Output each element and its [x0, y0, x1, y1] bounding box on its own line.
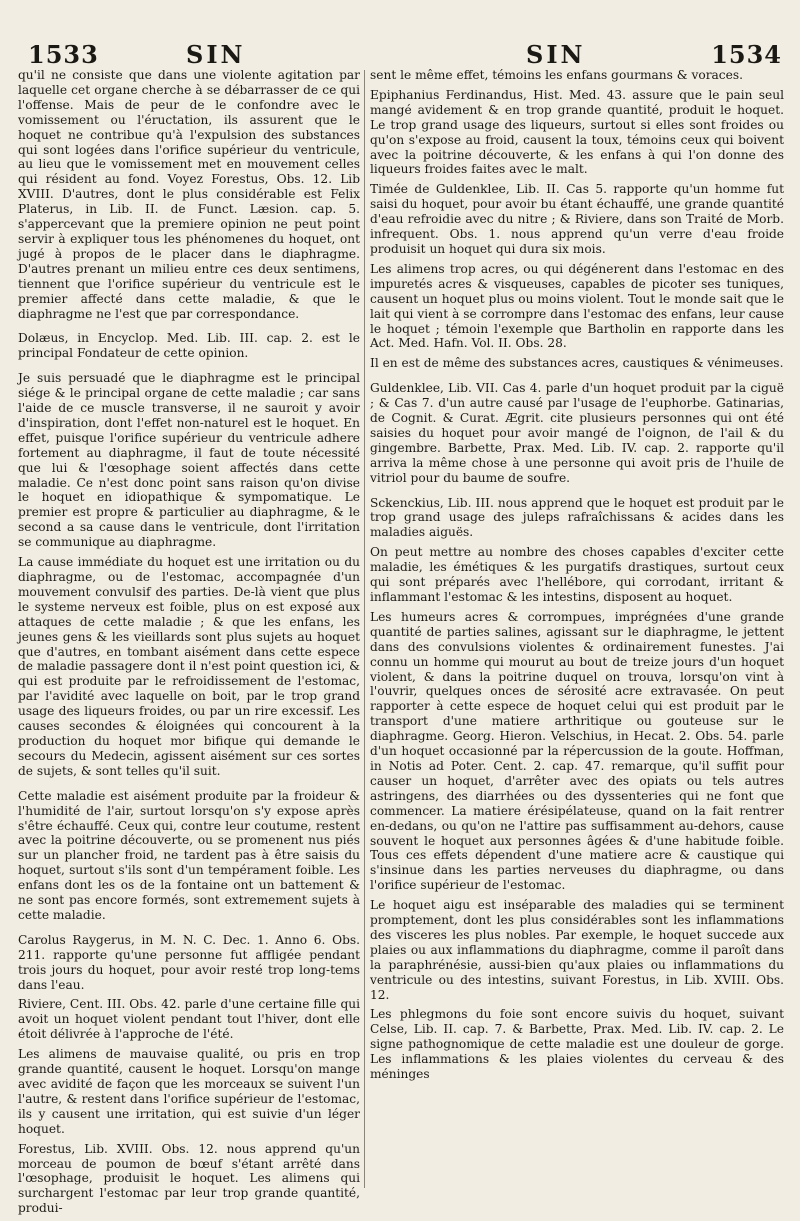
paragraph: La cause immédiate du hoquet est une irritation ou du diaphragme, ou de l'estomac, accompagnée d'un mouvement convulsif des parties. De-là vient que plus le systeme nerveux est foible, plus on est exposé aux attaques de cette maladie ; & que les enfans, les jeunes gens & les vieillards sont plus sujets au hoquet que d'autres, en tombant aisément dans cette espece de maladie passagere dont il n'est point question ici, & qui est produite par le refroidissement de l'estomac, par l'avidité avec laquelle on boit, par le trop grand usage des liqueurs froides, ou par un rire excessif. Les causes secondes & éloignées qui concourent à la production du hoquet mor bifique qui demande le secours du Medecin, agissent aisément sur ces sortes de sujets, & sont telles qu'il suit.: [18, 555, 360, 778]
page-header: [18, 40, 786, 70]
page-number-right: 1534: [711, 40, 782, 69]
paragraph: On peut mettre au nombre des choses capables d'exciter cette maladie, les émétiques & les purgatifs drastiques, surtout ceux qui sont préparés avec l'hellébore, qui corrodant, irritant & inflammant l'estomac & les intestins, disposent au hoquet.: [370, 545, 784, 604]
left-column: [18, 68, 360, 1221]
paragraph: Les alimens de mauvaise qualité, ou pris en trop grande quantité, causent le hoquet. Lorsqu'on mange avec avidité de façon que les morceaux se suivent l'un l'autre, & restent dans l'orifice supérieur de l'estomac, ils y causent une irritation, qui est suivie d'un léger hoquet.: [18, 1047, 360, 1136]
paragraph: Epiphanius Ferdinandus, Hist. Med. 43. assure que le pain seul mangé avidement & en trop grande quantité, produit le hoquet. Le trop grand usage des liqueurs, surtout si elles sont froides ou qu'on s'expose au froid, causent la toux, témoins ceux qui boivent avec la poitrine découverte, & les enfans à qui l'on donne des liqueurs froides faites avec le malt.: [370, 87, 784, 177]
running-head-right: SIN: [526, 40, 586, 69]
paragraph: Riviere, Cent. III. Obs. 42. parle d'une certaine fille qui avoit un hoquet violent pendant tout l'hiver, dont elle étoit délivrée à l'approche de l'été.: [18, 997, 360, 1042]
paragraph: Sckenckius, Lib. III. nous apprend que le hoquet est produit par le trop grand usage des juleps rafraîchissans & acides dans les maladies aiguës.: [370, 495, 784, 540]
page-number-left: 1533: [28, 40, 99, 69]
paragraph: Timée de Guldenklee, Lib. II. Cas 5. rapporte qu'un homme fut saisi du hoquet, pour avoir bu étant échauffé, une grande quantité d'eau refroidie avec du nitre ; & Riviere, dans son Traité de Morb. infrequent. Obs. 1. nous apprend qu'un verre d'eau froide produisit un hoquet qui dura six mois.: [370, 182, 784, 256]
paragraph: Forestus, Lib. XVIII. Obs. 12. nous apprend qu'un morceau de poumon de bœuf s'étant arrêté dans l'œsophage, produisit le hoquet. Les alimens qui surchargent l'estomac par leur trop grande quantité, produi-: [18, 1141, 360, 1216]
right-column: [370, 68, 784, 1087]
paragraph: Guldenklee, Lib. VII. Cas 4. parle d'un hoquet produit par la ciguë ; & Cas 7. d'un autre causé par l'usage de l'euphorbe. Gatinarias, de Cognit. & Curat. Ægrit. cite plusieurs personnes qui ont été saisies du hoquet pour avoir mangé de l'oignon, de l'ail & du gingembre. Barbette, Prax. Med. Lib. IV. cap. 2. rapporte qu'il arriva la même chose à une personne qui avoit pris de l'huile de vitriol pour du baume de soufre.: [370, 381, 784, 485]
paragraph: Le hoquet aigu est inséparable des maladies qui se terminent promptement, dont les plus considérables sont les inflammations des visceres les plus nobles. Par exemple, le hoquet succede aux plaies ou aux inflammations du diaphragme, comme il paroît dans la paraphrénésie, aussi-bien qu'aux plaies ou inflammations du ventricule ou des intestins, suivant Forestus, in Lib. XVIII. Obs. 12.: [370, 898, 784, 1002]
column-divider: [364, 70, 365, 1188]
running-head-left: SIN: [186, 40, 246, 69]
paragraph: Les alimens trop acres, ou qui dégénerent dans l'estomac en des impuretés acres & visqueuses, capables de picoter ses tuniques, causent un hoquet plus ou moins violent. Tout le monde sait que le lait qui vient à se corrompre dans l'estomac des enfans, leur cause le hoquet ; témoin l'exemple que Bartholin en rapporte dans les Act. Med. Hafn. Vol. II. Obs. 28.: [370, 261, 784, 351]
paragraph: qu'il ne consiste que dans une violente agitation par laquelle cet organe cherche à se débarrasser de ce qui l'offense. Mais de peur de le confondre avec le vomissement ou l'éructation, ils assurent que le hoquet ne contribue qu'à l'expulsion des substances qui sont logées dans l'orifice supérieur du ventricule, au lieu que le vomissement met en mouvement celles qui résident au fond. Voyez Forestus, Obs. 12. Lib XVIII. D'autres, dont le plus considérable est Felix Platerus, in Lib. II. de Funct. Læsion. cap. 5. s'appercevant que la premiere opinion ne peut point servir à expliquer tous les phénomenes du hoquet, ont jugé à propos de le placer dans le diaphragme. D'autres prenant un milieu entre ces deux sentimens, tiennent que l'orifice supérieur du ventricule est le premier affecté dans cette maladie, & que le diaphragme ne l'est que par correspondance.: [18, 68, 360, 321]
paragraph: sent le même effet, témoins les enfans gourmans & voraces.: [370, 68, 743, 82]
paragraph: Je suis persuadé que le diaphragme est le principal siége & le principal organe de cette maladie ; car sans l'aide de ce muscle transverse, il ne sauroit y avoir d'inspiration, dont l'effet non-naturel est le hoquet. En effet, puisque l'orifice supérieur du ventricule adhere fortement au diaphragme, il faut de toute nécessité que lui & l'œsophage soient affectés dans cette maladie. Ce n'est donc point sans raison qu'on divise le hoquet en idiopathique & sympomatique. Le premier est propre & particulier au diaphragme, & le second a sa cause dans le ventricule, dont l'irritation se communique au diaphragme.: [18, 371, 360, 550]
paragraph: Dolæus, in Encyclop. Med. Lib. III. cap. 2. est le principal Fondateur de cette opinion.: [18, 331, 360, 361]
paragraph: Les humeurs acres & corrompues, imprégnées d'une grande quantité de parties salines, agissant sur le diaphragme, le jettent dans des convulsions violentes & ordinairement funestes. J'ai connu un homme qui mourut au bout de treize jours d'un hoquet violent, & dans la poitrine duquel on trouva, lorsqu'on vint à l'ouvrir, quelques onces de sérosité acre extravasée. On peut rapporter à cette espece de hoquet celui qui est produit par le transport d'une matiere arthritique ou gouteuse sur le diaphragme. Georg. Hieron. Velschius, in Hecat. 2. Obs. 54. parle d'un hoquet occasionné par la répercussion de la goute. Hoffman, in Notis ad Poter. Cent. 2. cap. 47. remarque, qu'il suffit pour causer un hoquet, d'arrêter avec des opiats ou tels autres astringens, des diarrhées ou des dyssenteries qui ne font que commencer. La matiere érésipélateuse, quand on la fait rentrer en-dedans, ou qu'on ne l'attire pas suffisamment au-dehors, cause souvent le hoquet aux personnes âgées & d'une habitude foible. Tous ces effets dépendent d'une matiere acre & caustique qui s'insinue dans les parties nerveuses du diaphragme, ou dans l'orifice supérieur de l'estomac.: [370, 609, 784, 893]
paragraph: Carolus Raygerus, in M. N. C. Dec. 1. Anno 6. Obs. 211. rapporte qu'une personne fut affligée pendant trois jours du hoquet, pour avoir resté trop long-tems dans l'eau.: [18, 932, 360, 992]
paragraph: Cette maladie est aisément produite par la froideur & l'humidité de l'air, surtout lorsqu'on s'y expose après s'être échauffé. Ceux qui, contre leur coutume, restent avec la poitrine découverte, ou se promenent nus piés sur un plancher froid, ne tardent pas à être saisis du hoquet, surtout s'ils sont d'un tempérament foible. Les enfans dont les os de la fontaine ont un battement & ne sont pas encore formés, sont extremement sujets à cette maladie.: [18, 788, 360, 922]
paragraph: Les phlegmons du foie sont encore suivis du hoquet, suivant Celse, Lib. II. cap. 7. & Barbette, Prax. Med. Lib. IV. cap. 2. Le signe pathognomique de cette maladie est une douleur de gorge. Les inflammations & les plaies violentes du cerveau & des méninges: [370, 1007, 784, 1082]
paragraph: Il en est de même des substances acres, caustiques & vénimeuses.: [370, 356, 784, 371]
